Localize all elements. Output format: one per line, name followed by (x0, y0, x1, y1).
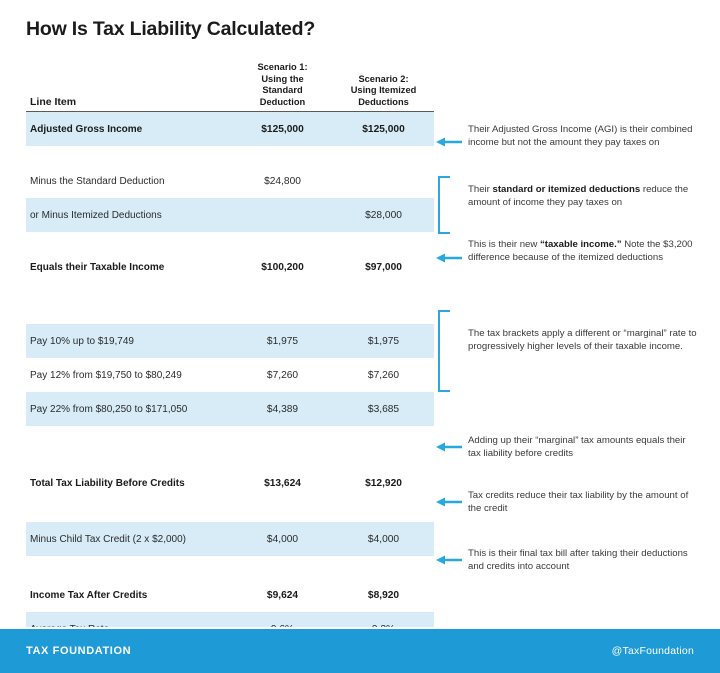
table-row (26, 578, 434, 612)
row-scenario-1-value: $1,975 (266, 335, 299, 347)
row-scenario-2-value: $4,000 (367, 533, 400, 545)
row-label: Income Tax After Credits (30, 589, 148, 601)
header-scenario-1 (232, 62, 333, 108)
note-tax-brackets: The tax brackets apply a different or “marginal” rate to progressively higher levels of their taxable income. (468, 328, 697, 353)
row-label: or Minus Itemized Deductions (30, 209, 162, 221)
row-scenario-2-value: $28,000 (365, 209, 402, 221)
row-scenario-1-value: $13,624 (264, 477, 301, 489)
note-deductions-emphasis: standard or itemized deductions (492, 184, 641, 195)
arrow-left-icon (436, 441, 462, 453)
row-spacer (26, 284, 434, 306)
footer-brand: TAX FOUNDATION (26, 645, 132, 657)
row-scenario-1-value: $125,000 (261, 123, 304, 135)
arrow-left-icon (436, 554, 462, 566)
note-taxable-part3: Note the $3,200 difference because of the itemized deductions (468, 239, 693, 264)
row-label: Pay 10% up to $19,749 (30, 335, 134, 347)
row-scenario-2-value: $3,685 (367, 403, 400, 415)
row-label: Pay 12% from $19,750 to $80,249 (30, 369, 182, 381)
row-label: Minus Child Tax Credit (2 x $2,000) (30, 533, 186, 545)
row-spacer (26, 500, 434, 522)
header-scenario-1-line-2: Using the (261, 73, 304, 84)
row-spacer (26, 232, 434, 250)
page-title: How Is Tax Liability Calculated? (26, 18, 316, 40)
row-label: Adjusted Gross Income (30, 123, 143, 135)
row-spacer (26, 448, 434, 466)
table-row (26, 164, 434, 198)
row-scenario-2-value: $97,000 (365, 261, 402, 273)
arrow-left-icon (436, 136, 462, 148)
header-scenario-2 (333, 74, 434, 109)
row-scenario-2-value: $12,920 (365, 477, 402, 489)
row-spacer (26, 556, 434, 578)
row-label: Minus the Standard Deduction (30, 175, 165, 187)
note-final-bill: This is their final tax bill after taking their deductions and credits into account (468, 548, 688, 573)
row-scenario-1-value: $24,800 (264, 175, 301, 187)
row-label: Equals their Taxable Income (30, 261, 165, 273)
header-scenario-1-line-4: Deduction (259, 96, 306, 107)
note-taxable-part1: This is their new (468, 239, 540, 250)
header-scenario-1-line-3: Standard (262, 85, 303, 95)
header-scenario-2-line-3: Deductions (358, 96, 409, 107)
table-row (26, 198, 434, 232)
header-scenario-1-line-1: Scenario 1: (257, 62, 308, 72)
row-scenario-1-value: $7,260 (266, 369, 299, 381)
note-taxable-income (468, 238, 700, 265)
footer-social-handle[interactable]: @TaxFoundation (611, 645, 694, 657)
table-row (26, 324, 434, 358)
arrow-left-icon (436, 496, 462, 508)
note-agi: Their Adjusted Gross Income (AGI) is their combined income but not the amount they pay taxes on (468, 124, 693, 149)
table-row (26, 358, 434, 392)
row-scenario-2-value: $125,000 (362, 123, 405, 135)
row-scenario-1-value: $4,389 (266, 403, 299, 415)
row-scenario-1-value: $4,000 (266, 533, 299, 545)
note-total-liability: Adding up their “marginal” tax amounts equals their tax liability before credits (468, 435, 686, 460)
row-spacer (26, 306, 434, 324)
tax-table (26, 62, 434, 646)
table-row (26, 392, 434, 426)
note-deductions (468, 183, 700, 210)
note-child-credit: Tax credits reduce their tax liability by the amount of the credit (468, 490, 689, 515)
table-header-row (26, 62, 434, 112)
note-deductions-part3: reduce the amount of income they pay taxes on (468, 184, 689, 209)
header-scenario-2-line-2: Using Itemized (350, 85, 417, 95)
note-taxable-emphasis: “taxable income.” (539, 239, 622, 250)
table-row (26, 466, 434, 500)
row-scenario-2-value: $8,920 (367, 589, 400, 601)
row-label: Pay 22% from $80,250 to $171,050 (30, 403, 188, 415)
arrow-left-icon (436, 252, 462, 264)
footer-bar (0, 629, 720, 673)
table-row (26, 250, 434, 284)
row-scenario-2-value: $7,260 (367, 369, 400, 381)
bracket-deductions (438, 176, 450, 234)
table-row (26, 522, 434, 556)
bracket-tax-brackets (438, 310, 450, 392)
row-spacer (26, 146, 434, 164)
header-scenario-2-line-1: Scenario 2: (358, 73, 409, 84)
row-label: Total Tax Liability Before Credits (30, 477, 185, 489)
note-deductions-part1: Their (468, 184, 493, 195)
header-line-item: Line Item (30, 96, 77, 108)
row-spacer (26, 426, 434, 448)
row-scenario-2-value: $1,975 (367, 335, 400, 347)
row-scenario-1-value: $9,624 (266, 589, 299, 601)
table-row (26, 112, 434, 146)
row-scenario-1-value: $100,200 (261, 261, 304, 273)
